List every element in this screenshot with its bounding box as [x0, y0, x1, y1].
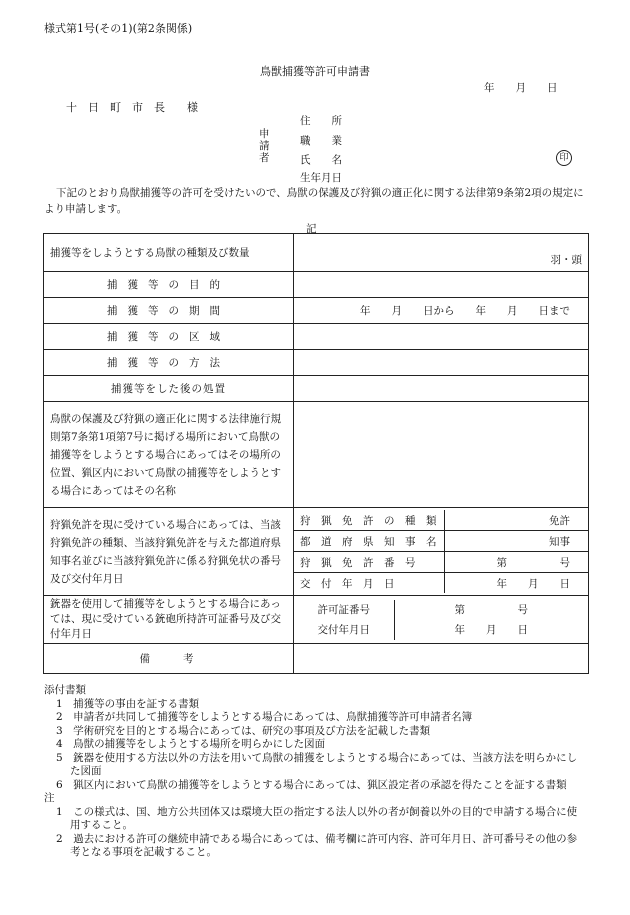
license-subtable-cell — [294, 508, 589, 596]
license-number-field[interactable] — [444, 552, 588, 573]
purpose-field[interactable] — [294, 272, 589, 298]
license-number-value: 第 号 — [496, 556, 570, 569]
area-field[interactable] — [294, 324, 589, 350]
ki-mark: 記 — [306, 223, 317, 235]
method-field[interactable] — [294, 350, 589, 376]
applicant-address-label: 住 所 — [300, 115, 342, 127]
note-item: 1 この様式は、国、地方公共団体又は環境大臣の指定する法人以外の者が飼養以外の目的で申請する場合に使用すること。 — [56, 805, 578, 831]
place-field[interactable] — [294, 402, 589, 508]
disposal-row — [44, 376, 589, 402]
applicant-birthdate-label: 生年月日 — [300, 172, 342, 184]
addressee: 十 日 町 市 長 様 — [66, 101, 198, 114]
license-issue-date-label: 交 付 年 月 日 — [294, 573, 444, 594]
permit-issue-date-label: 交付年月日 — [317, 624, 370, 636]
period-value: 年 月 日から 年 月 日まで — [360, 305, 570, 317]
area-row — [44, 324, 589, 350]
gun-subtable-cell — [294, 596, 589, 644]
license-type-label: 狩 猟 免 許 の 種 類 — [294, 510, 444, 531]
document-title: 鳥獣捕獲等許可申請書 — [260, 65, 370, 78]
license-issue-date-value: 年 月 日 — [496, 577, 570, 590]
attachments-title: 添付書類 — [44, 684, 86, 696]
license-type-value: 免許 — [549, 514, 570, 527]
disposal-field[interactable] — [294, 376, 589, 402]
remarks-row — [44, 644, 589, 674]
permit-issue-date-value: 年 月 日 — [454, 624, 528, 636]
place-label: 鳥獣の保護及び狩猟の適正化に関する法律施行規則第7条第1項第7号に掲げる場所において鳥獣の捕獲等をしようとする場合にあってはその場所の位置、猟区内において鳥獣の捕獲等をしようとする場合にあってはその名称 — [44, 402, 294, 508]
applicant-name-label: 氏 名 — [300, 154, 342, 166]
attachment-item: 6 猟区内において鳥獣の捕獲等をしようとする場合にあっては、猟区設定者の承認を得たことを証する書類 — [56, 778, 567, 791]
notes-title: 注 — [44, 792, 55, 804]
area-label: 捕獲等の区域 — [44, 324, 294, 350]
license-label: 狩猟免許を現に受けている場合にあっては、当該狩猟免許の種類、当該狩猟免許を与えた都道府県知事名並びに当該狩猟免許に係る狩猟免状の番号及び交付年月日 — [44, 508, 294, 596]
attachment-item: 3 学術研究を目的とする場合にあっては、研究の事項及び方法を記載した書類 — [56, 724, 431, 737]
attachment-item: 5 銃器を使用する方法以外の方法を用いて鳥獣の捕獲をしようとする場合にあっては、当該方法を明らかにした図面 — [56, 751, 578, 777]
method-row — [44, 350, 589, 376]
period-label: 捕獲等の期間 — [44, 298, 294, 324]
purpose-label: 捕獲等の目的 — [44, 272, 294, 298]
attachment-item: 1 捕獲等の事由を証する書類 — [56, 697, 200, 710]
permit-number-label: 許可証番号 — [317, 604, 370, 616]
species-unit: 羽・頭 — [550, 254, 582, 266]
purpose-row — [44, 272, 589, 298]
period-field[interactable] — [294, 298, 589, 324]
governor-label: 都 道 府 県 知 事 名 — [294, 531, 444, 552]
license-row — [44, 508, 589, 596]
governor-field[interactable] — [444, 531, 588, 552]
remarks-label: 備 考 — [44, 644, 294, 674]
gun-subtable — [294, 600, 588, 640]
form-number: 様式第1号(その1)(第2条関係) — [44, 22, 193, 35]
gun-row — [44, 596, 589, 644]
applicant-label: 申請者 — [259, 128, 270, 164]
license-subtable — [294, 510, 588, 593]
permit-number-field[interactable] — [394, 600, 588, 620]
governor-value: 知事 — [549, 535, 570, 548]
attachment-item: 4 鳥獣の捕獲等をしようとする場所を明らかにした図面 — [56, 738, 326, 750]
species-label: 捕獲等をしようとする鳥獣の種類及び数量 — [44, 234, 294, 272]
seal-mark: 印 — [556, 150, 572, 166]
permit-number-value: 第 号 — [454, 604, 528, 616]
remarks-field[interactable] — [294, 644, 589, 674]
disposal-label: 捕獲等をした後の処置 — [44, 376, 294, 402]
license-type-field[interactable] — [444, 510, 588, 531]
applicant-occupation-label: 職 業 — [300, 135, 342, 147]
license-number-label: 狩 猟 免 許 番 号 — [294, 552, 444, 573]
application-table — [43, 233, 589, 674]
species-row — [44, 234, 589, 272]
attachment-item: 2 申請者が共同して捕獲等をしようとする場合にあっては、鳥獣捕獲等許可申請者名簿 — [56, 711, 473, 723]
note-item: 2 過去における許可の継続申請である場合にあっては、備考欄に許可内容、許可年月日、許可番号その他の参考となる事項を記載すること。 — [56, 832, 578, 858]
method-label: 捕獲等の方法 — [44, 350, 294, 376]
date-line: 年 月 日 — [484, 82, 558, 94]
period-row — [44, 298, 589, 324]
attachments-section — [44, 684, 584, 860]
species-field[interactable] — [294, 234, 589, 272]
place-row — [44, 402, 589, 508]
intro-text: 下記のとおり鳥獣捕獲等の許可を受けたいので、鳥獣の保護及び狩猟の適正化に関する法律第9条第2項の規定により申請します。 — [44, 187, 584, 215]
permit-issue-date-field[interactable] — [394, 620, 588, 640]
license-issue-date-field[interactable] — [444, 573, 588, 594]
gun-label: 銃器を使用して捕獲等をしようとする場合にあっては、現に受けている銃砲所持許可証番号及び交付年月日 — [44, 596, 294, 644]
